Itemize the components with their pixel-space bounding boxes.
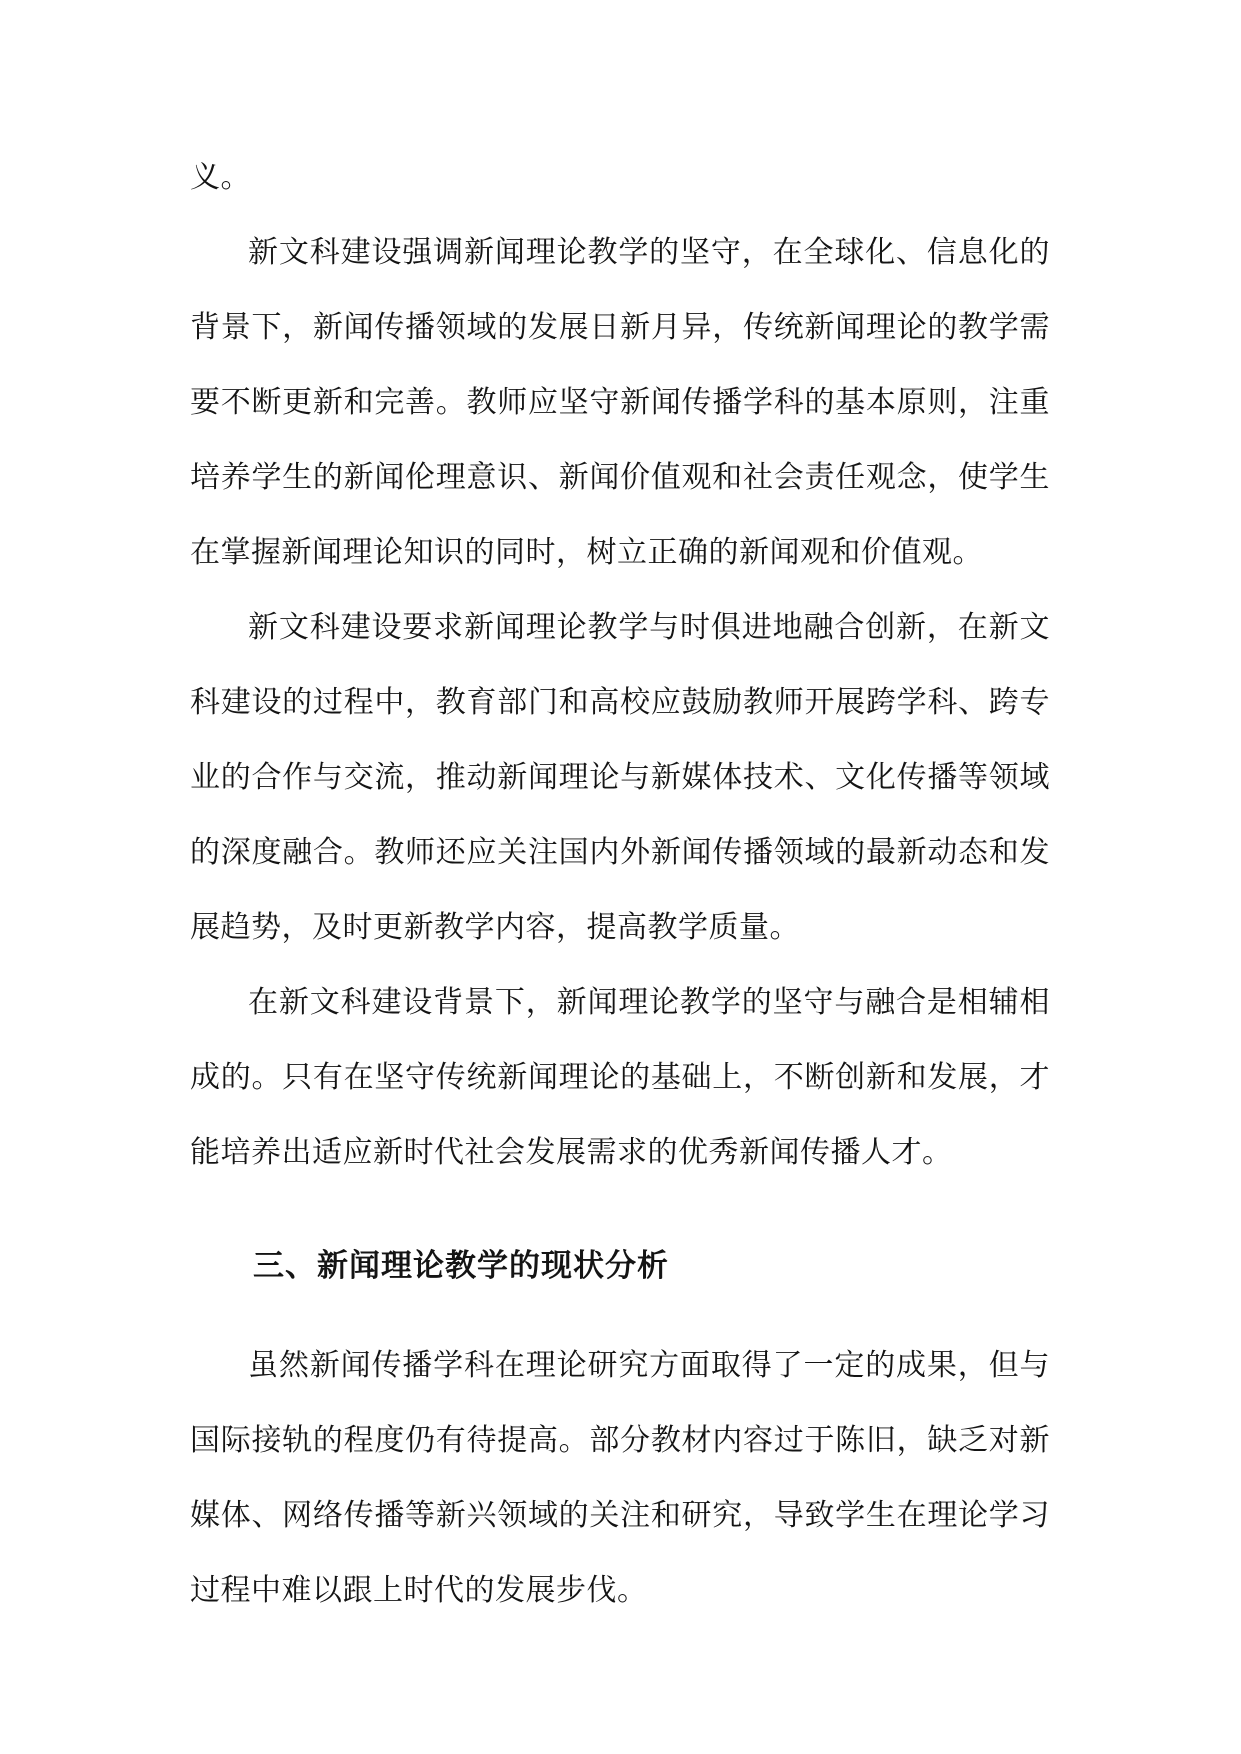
section-heading: 三、新闻理论教学的现状分析 xyxy=(253,1248,669,1284)
paragraph-3: 在新文科建设背景下，新闻理论教学的坚守与融合是相辅相成的。只有在坚守传统新闻理论的基础上，不断创新和发展，才能培养出适应新时代社会发展需求的优秀新闻传播人才。 xyxy=(190,985,1050,1170)
continuation-text: 义。 xyxy=(190,160,251,195)
section-paragraph-1: 虽然新闻传播学科在理论研究方面取得了一定的成果，但与国际接轨的程度仍有待提高。部分教材内容过于陈旧，缺乏对新媒体、网络传播等新兴领域的关注和研究，导致学生在理论学习过程中难以跟上时代的发展步伐。 xyxy=(190,1348,1050,1608)
paragraph-2: 新文科建设要求新闻理论教学与时俱进地融合创新，在新文科建设的过程中，教育部门和高校应鼓励教师开展跨学科、跨专业的合作与交流，推动新闻理论与新媒体技术、文化传播等领域的深度融合。教师还应关注国内外新闻传播领域的最新动态和发展趋势，及时更新教学内容，提高教学质量。 xyxy=(190,610,1050,945)
paragraph-1: 新文科建设强调新闻理论教学的坚守，在全球化、信息化的背景下，新闻传播领域的发展日新月异，传统新闻理论的教学需要不断更新和完善。教师应坚守新闻传播学科的基本原则，注重培养学生的新闻伦理意识、新闻价值观和社会责任观念，使学生在掌握新闻理论知识的同时，树立正确的新闻观和价值观。 xyxy=(190,235,1050,570)
